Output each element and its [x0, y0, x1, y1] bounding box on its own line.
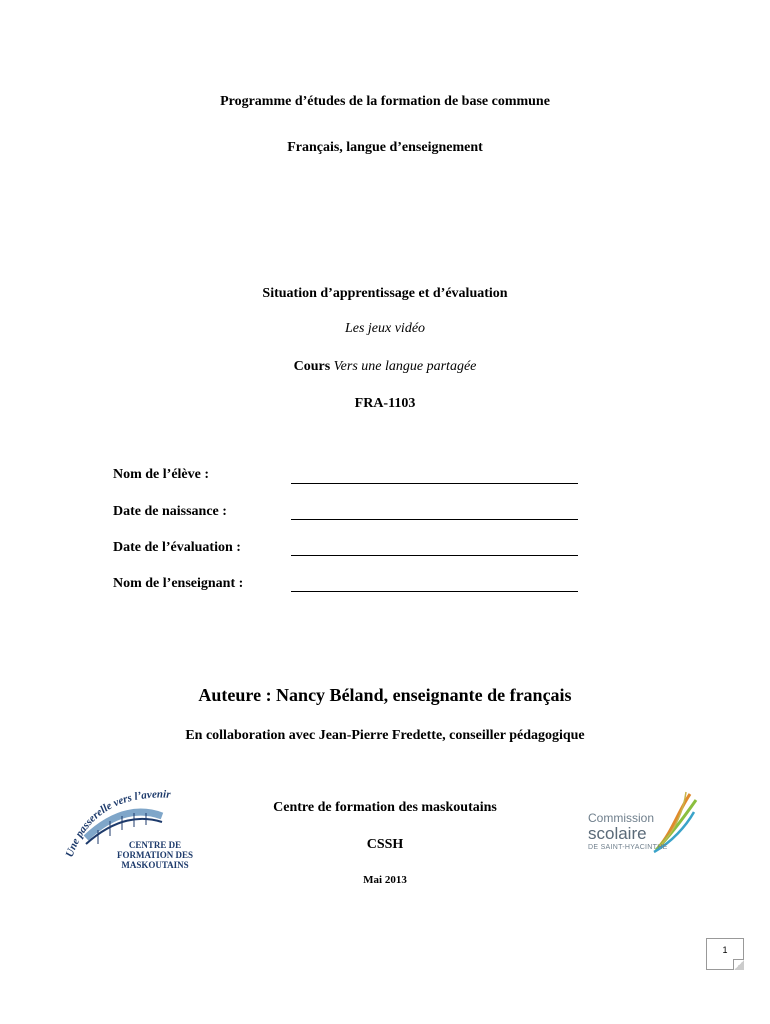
- course-code: FRA-1103: [354, 396, 416, 411]
- course-prefix: Cours: [293, 359, 331, 374]
- course-line: [0, 359, 770, 375]
- page-number-badge: [706, 938, 744, 970]
- logo-right-line1: Commission: [588, 811, 655, 825]
- page-fold-icon: [733, 959, 744, 970]
- page-number: 1: [722, 945, 728, 955]
- logo-commission-scolaire: [586, 790, 706, 865]
- logo-left-line1: CENTRE DE: [128, 840, 182, 850]
- field-label-evaluation-date: Date de l’évaluation :: [113, 540, 241, 555]
- field-line-teacher-name[interactable]: [291, 591, 578, 592]
- program-title: Programme d’études de la formation de base commune: [220, 94, 550, 109]
- logo-left-arc-text: Une passerelle vers l’avenir: [64, 790, 171, 859]
- logo-left-line3: MASKOUTAINS: [121, 860, 189, 870]
- situation-title: Situation d’apprentissage et d’évaluation: [262, 286, 508, 301]
- collaboration-line: En collaboration avec Jean-Pierre Fredette, conseiller pédagogique: [185, 728, 585, 743]
- field-line-birth-date[interactable]: [291, 519, 578, 520]
- logo-centre-formation: [64, 790, 204, 875]
- board-name: CSSH: [366, 837, 404, 852]
- logo-left-line2: FORMATION DES: [116, 850, 194, 860]
- author-line: Auteure : Nancy Béland, enseignante de français: [198, 685, 572, 705]
- document-date: Mai 2013: [363, 874, 407, 886]
- logo-right-line2: scolaire: [588, 824, 647, 843]
- field-line-student-name[interactable]: [291, 483, 578, 484]
- situation-theme: Les jeux vidéo: [344, 321, 426, 336]
- field-line-evaluation-date[interactable]: [291, 555, 578, 556]
- logo-right-line3: DE SAINT-HYACINTHE: [588, 844, 668, 851]
- centre-name: Centre de formation des maskoutains: [273, 800, 497, 815]
- field-label-student-name: Nom de l’élève :: [113, 467, 210, 482]
- field-label-teacher-name: Nom de l’enseignant :: [113, 576, 244, 591]
- course-name: Vers une langue partagée: [333, 359, 477, 374]
- subject-title: Français, langue d’enseignement: [287, 140, 483, 155]
- field-label-birth-date: Date de naissance :: [113, 504, 227, 519]
